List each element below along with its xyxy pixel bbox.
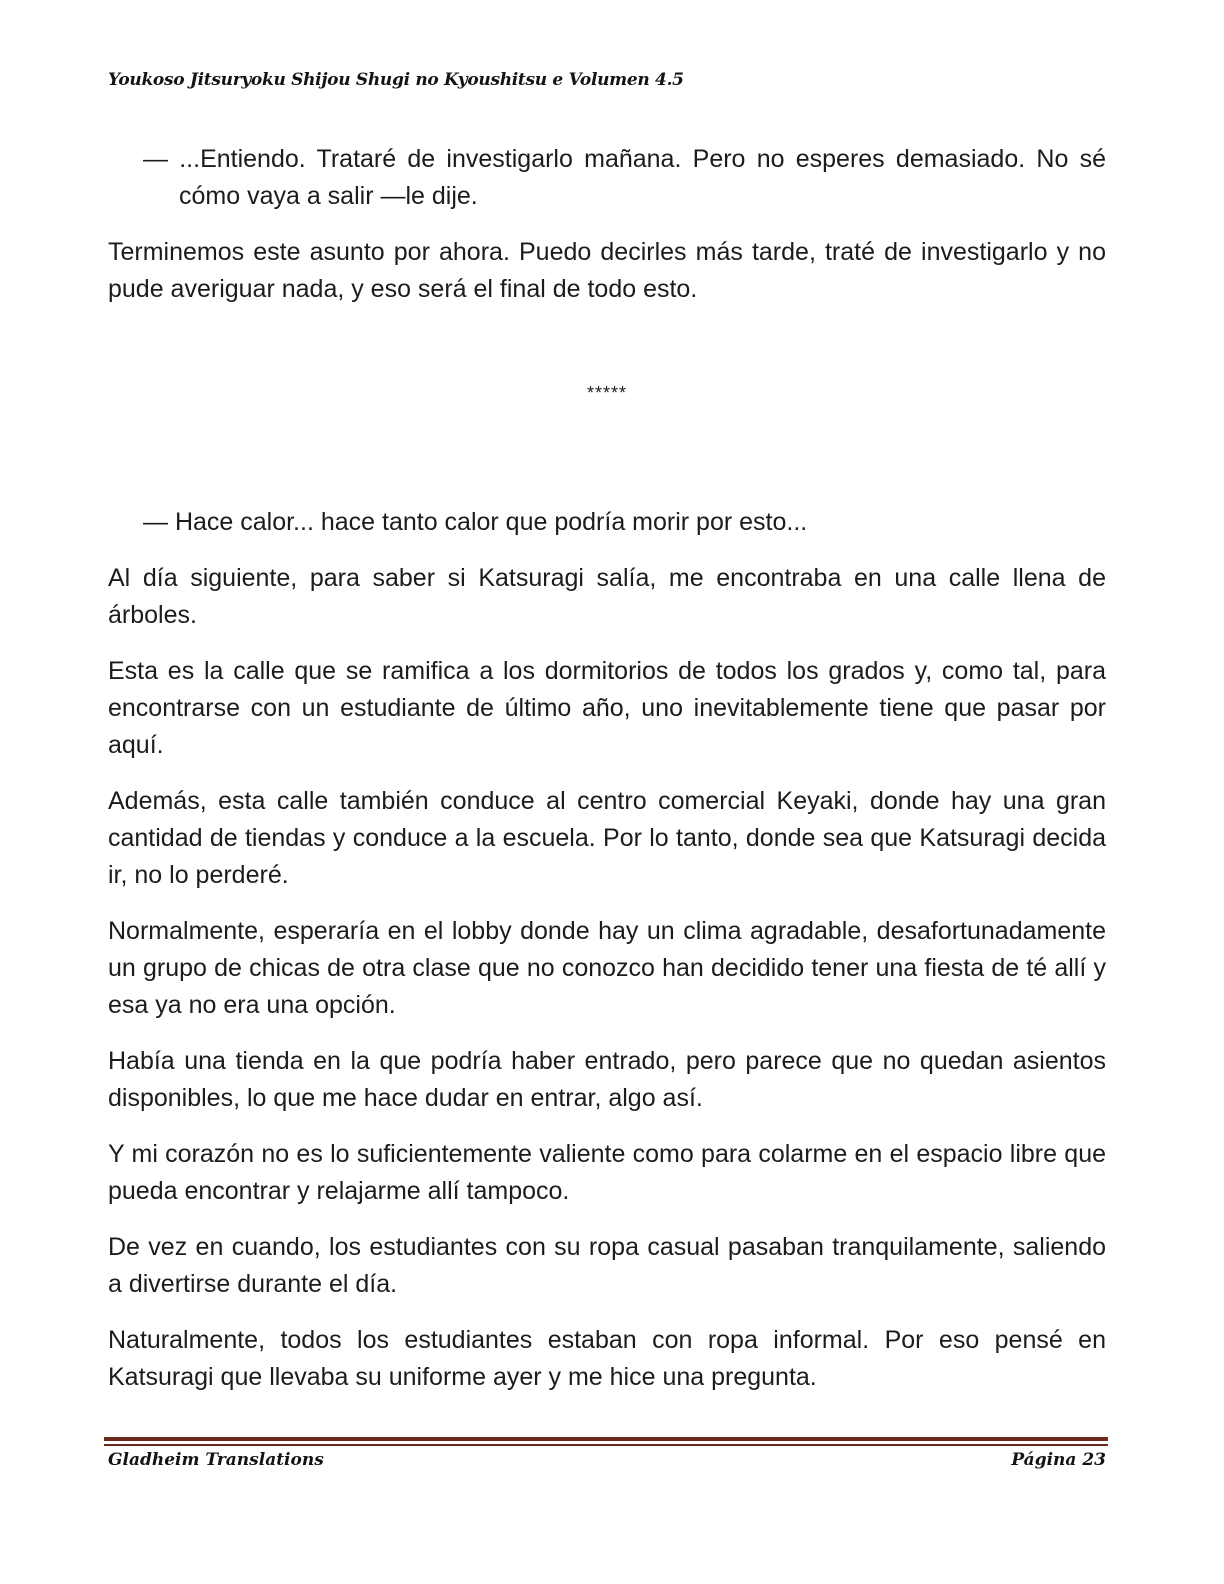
paragraph: Normalmente, esperaría en el lobby donde hay un clima agradable, desafortunadamente un grupo de chicas de otra clase que no conozco han decidido tener una fiesta de té allí y esa ya no era una opción. xyxy=(108,917,1106,1019)
paragraph: Y mi corazón no es lo suficientemente valiente como para colarme en el espacio libre que pueda encontrar y relajarme allí tampoco. xyxy=(108,1140,1106,1205)
footer-page-number: Página 23 xyxy=(1011,1450,1106,1470)
page-body xyxy=(108,141,1106,1415)
footer-publisher: Gladheim Translations xyxy=(108,1450,324,1470)
scene-separator: ***** xyxy=(586,383,628,403)
paragraph: Esta es la calle que se ramifica a los dormitorios de todos los grados y, como tal, para encontrarse con un estudiante de último año, uno inevitablemente tiene que pasar por aquí. xyxy=(108,657,1106,759)
page-header-title: Youkoso Jitsuryoku Shijou Shugi no Kyoushitsu e Volumen 4.5 xyxy=(108,70,684,90)
dialog-line: — Hace calor... hace tanto calor que podría morir por esto... xyxy=(143,508,808,536)
paragraph: Terminemos este asunto por ahora. Puedo decirles más tarde, traté de investigarlo y no pude averiguar nada, y eso será el final de todo esto. xyxy=(108,238,1106,303)
paragraph: Naturalmente, todos los estudiantes estaban con ropa informal. Por eso pensé en Katsuragi que llevaba su uniforme ayer y me hice una pregunta. xyxy=(108,1326,1106,1391)
dialog-line: — ...Entiendo. Trataré de investigarlo mañana. Pero no esperes demasiado. No sé cómo vaya a salir —le dije. xyxy=(143,145,1106,210)
footer-rule-thick xyxy=(104,1437,1108,1441)
paragraph: De vez en cuando, los estudiantes con su ropa casual pasaban tranquilamente, saliendo a divertirse durante el día. xyxy=(108,1233,1106,1298)
paragraph: Al día siguiente, para saber si Katsuragi salía, me encontraba en una calle llena de árboles. xyxy=(108,564,1106,629)
paragraph: Había una tienda en la que podría haber entrado, pero parece que no quedan asientos disponibles, lo que me hace dudar en entrar, algo así. xyxy=(108,1047,1106,1112)
footer-rule-thin xyxy=(104,1444,1108,1446)
paragraph: Además, esta calle también conduce al centro comercial Keyaki, donde hay una gran cantidad de tiendas y conduce a la escuela. Por lo tanto, donde sea que Katsuragi decida ir, no lo perderé. xyxy=(108,787,1106,889)
